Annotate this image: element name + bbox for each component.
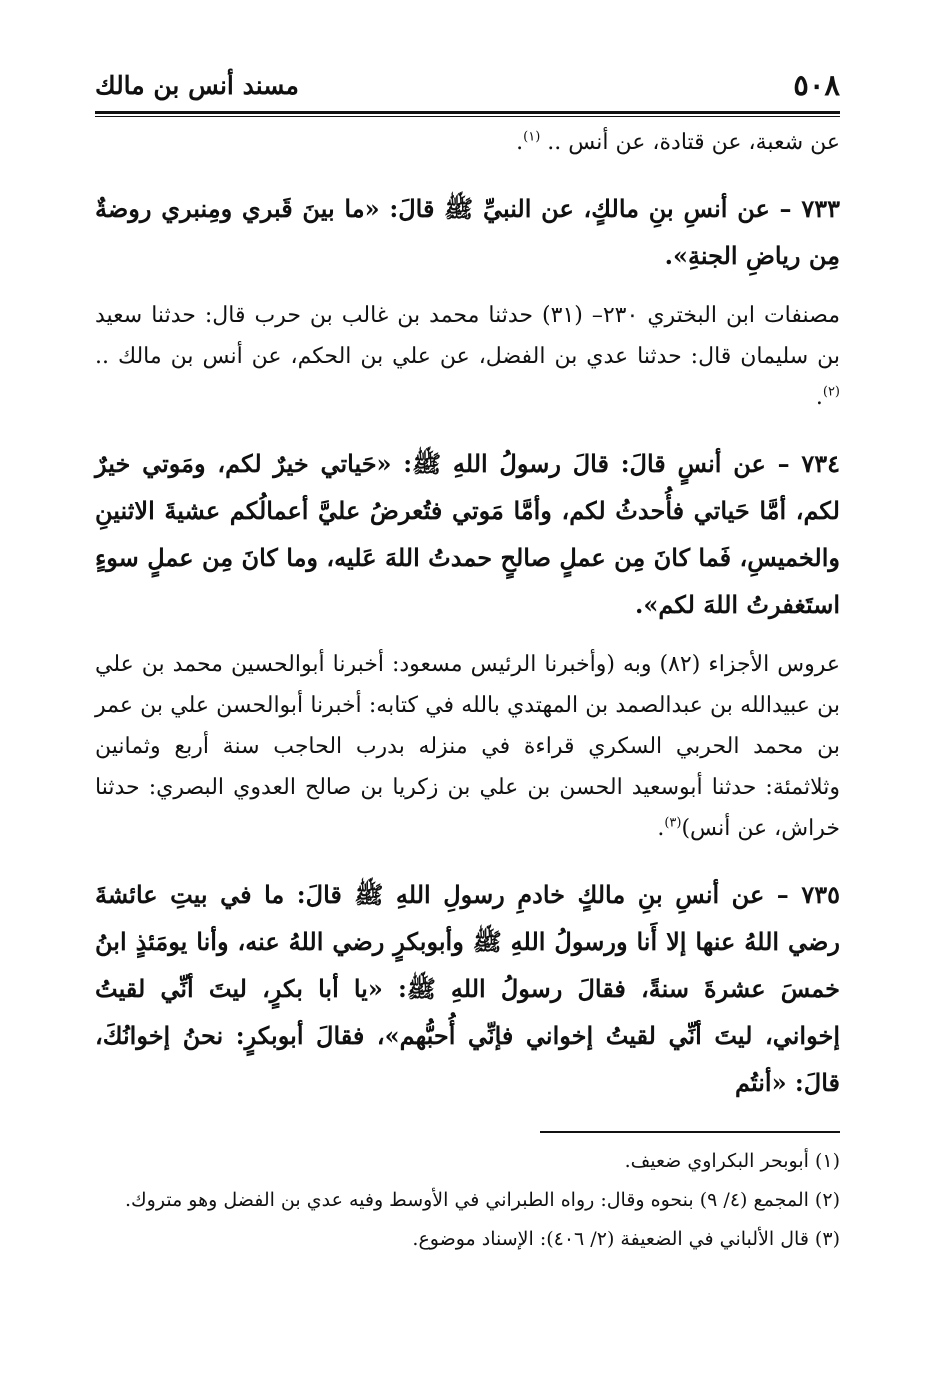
source-block-3: عروس الأجزاء (٨٢) وبه (وأخبرنا الرئيس مسعود: أخبرنا أبوالحسين محمد بن علي بن عبيدالله بن عبدالصمد بن المهتدي بالله في كتابه: أخبرنا أبوالحسن علي بن عمر بن محمد الحربي السكري قراءة في منزله بدرب الحاجب سنة أربع وثمانين وثلاثمئة: حدثنا أبوسعيد الحسن بن علي بن زكريا بن صالح العدوي البصري: حدثنا خراش، عن أنس)$^{(٣)}$. bbox=[95, 652, 840, 841]
header-rule bbox=[95, 111, 840, 114]
footnote-2: (٢) المجمع (٤/ ٩) بنحوه وقال: رواه الطبراني في الأوسط وفيه عدي بن الفضل وهو متروك. bbox=[124, 1189, 840, 1211]
source-line-1: عن شعبة، عن قتادة، عن أنس .. $^{(١)}$. bbox=[516, 129, 840, 155]
footnote-1: (١) أبوبحر البكراوي ضعيف. bbox=[624, 1150, 840, 1172]
footnotes bbox=[95, 1142, 840, 1259]
hadith-733: ٧٣٣ – عن أنسِ بنِ مالكٍ، عن النبيِّ ﷺ قالَ: «ما بينَ قَبري ومِنبري روضةٌ مِن رياضِ الجنةِ». bbox=[95, 194, 840, 270]
footnote-ref-3: (٣) bbox=[664, 815, 682, 831]
footnote-rule bbox=[540, 1131, 840, 1133]
page-body bbox=[95, 122, 840, 1106]
running-title: مسند أنس بن مالك bbox=[95, 70, 299, 100]
footnote-3: (٣) قال الألباني في الضعيفة (٢/ ٤٠٦): الإسناد موضوع. bbox=[412, 1228, 840, 1250]
footnote-ref-2: (٢) bbox=[822, 384, 840, 400]
page-header bbox=[95, 62, 840, 108]
page-number: ٥٠٨ bbox=[793, 68, 840, 102]
hadith-735: ٧٣٥ – عن أنسِ بنِ مالكٍ خادمِ رسولِ اللهِ ﷺ قالَ: ما في بيتِ عائشةَ رضي اللهُ عنها إلا أَنا ورسولُ اللهِ ﷺ وأبوبكرٍ رضي اللهُ عنه، وأنا يومَئذٍ ابنُ خمسَ عشرةَ سنةً، فقالَ رسولُ اللهِ ﷺ: «يا أبا بكرٍ، ليتَ أنِّي لقيتُ إخواني، ليتَ أنِّي لقيتُ إخواني فإنِّي أُحبُّهم»، فقالَ أبوبكرٍ: نحنُ إخوانُكَ، قالَ: «أنتُم bbox=[95, 880, 840, 1097]
hadith-734: ٧٣٤ – عن أنسٍ قالَ: قالَ رسولُ اللهِ ﷺ: «حَياتي خيرٌ لكم، ومَوتي خيرٌ لكم، أمَّا حَياتي فأُحدثُ لكم، وأمَّا مَوتي فتُعرضُ عليَّ أعمالُكم عشيةَ الاثنينِ والخميسِ، فَما كانَ مِن عملٍ صالحٍ حمدتُ اللهَ عَليه، وما كانَ مِن عملٍ سوءٍ استَغفرتُ اللهَ لكم». bbox=[95, 449, 840, 619]
footnote-ref-1: (١) bbox=[523, 129, 541, 145]
source-block-2: مصنفات ابن البختري ٢٣٠– (٣١) حدثنا محمد بن غالب بن حرب قال: حدثنا سعيد بن سليمان قال: حدثنا عدي بن الفضل، عن علي بن الحكم، عن أنس بن مالك .. $^{(٢)}$. bbox=[95, 303, 840, 410]
